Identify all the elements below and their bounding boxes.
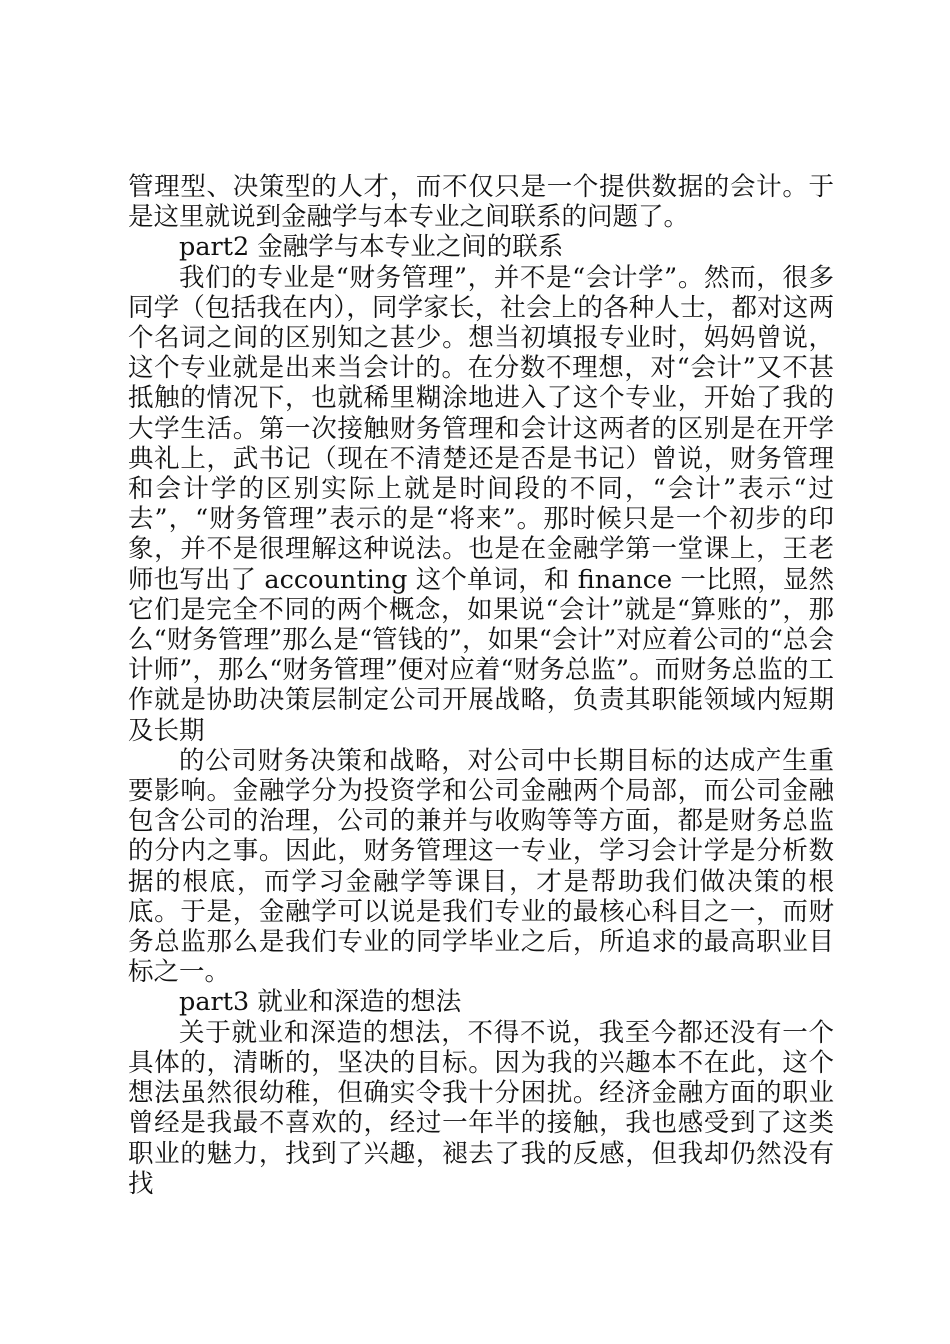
paragraph-2: 我们的专业是“财务管理”，并不是“会计学”。然而，很多同学（包括我在内），同学家长，社会上的各种人士，都对这两个名词之间的区别知之甚少。想当初填报专业时，妈妈曾说，这个专业就是出来当会计的。在分数不理想，对“会计”又不甚抵触的情况下，也就稀里糊涂地进入了这个专业，开始了我的大学生活。第一次接触财务管理和会计这两者的区别是在开学典礼上，武书记（现在不清楚还是否是书记）曾说，财务管理和会计学的区别实际上就是时间段的不同，“会计”表示“过去”，“财务管理”表示的是“将来”。那时候只是一个初步的印象，并不是很理解这种说法。也是在金融学第一堂课上，王老师也写出了 accounting 这个单词，和 finance 一比照，显然它们是完全不同的两个概念，如果说“会计”就是“算账的”，那么“财务管理”那么是“管钱的”，如果“会计”对应着公司的“总会计师”，那么“财务管理”便对应着“财务总监”。而财务总监的工作就是协助决策层制定公司开展战略，负责其职能领域内短期及长期	[128, 262, 834, 746]
document-body	[128, 172, 834, 1199]
section-heading-part2: part2 金融学与本专业之间的联系	[179, 232, 564, 263]
paragraph-1: 管理型、决策型的人才，而不仅只是一个提供数据的会计。于是这里就说到金融学与本专业之间联系的问题了。	[128, 172, 834, 233]
paragraph-4: 关于就业和深造的想法，不得不说，我至今都还没有一个具体的，清晰的，坚决的目标。因为我的兴趣本不在此，这个想法虽然很幼稚，但确实令我十分困扰。经济金融方面的职业曾经是我最不喜欢的，经过一年半的接触，我也感受到了这类职业的魅力，找到了兴趣，褪去了我的反感，但我却仍然没有找	[128, 1017, 834, 1199]
section-heading-part3: part3 就业和深造的想法	[179, 987, 462, 1018]
paragraph-3: 的公司财务决策和战略，对公司中长期目标的达成产生重要影响。金融学分为投资学和公司金融两个局部，而公司金融包含公司的治理，公司的兼并与收购等等方面，都是财务总监的分内之事。因此，财务管理这一专业，学习会计学是分析数据的根底，而学习金融学等课目，才是帮助我们做决策的根底。于是，金融学可以说是我们专业的最核心科目之一，而财务总监那么是我们专业的同学毕业之后，所追求的最高职业目标之一。	[128, 745, 834, 988]
